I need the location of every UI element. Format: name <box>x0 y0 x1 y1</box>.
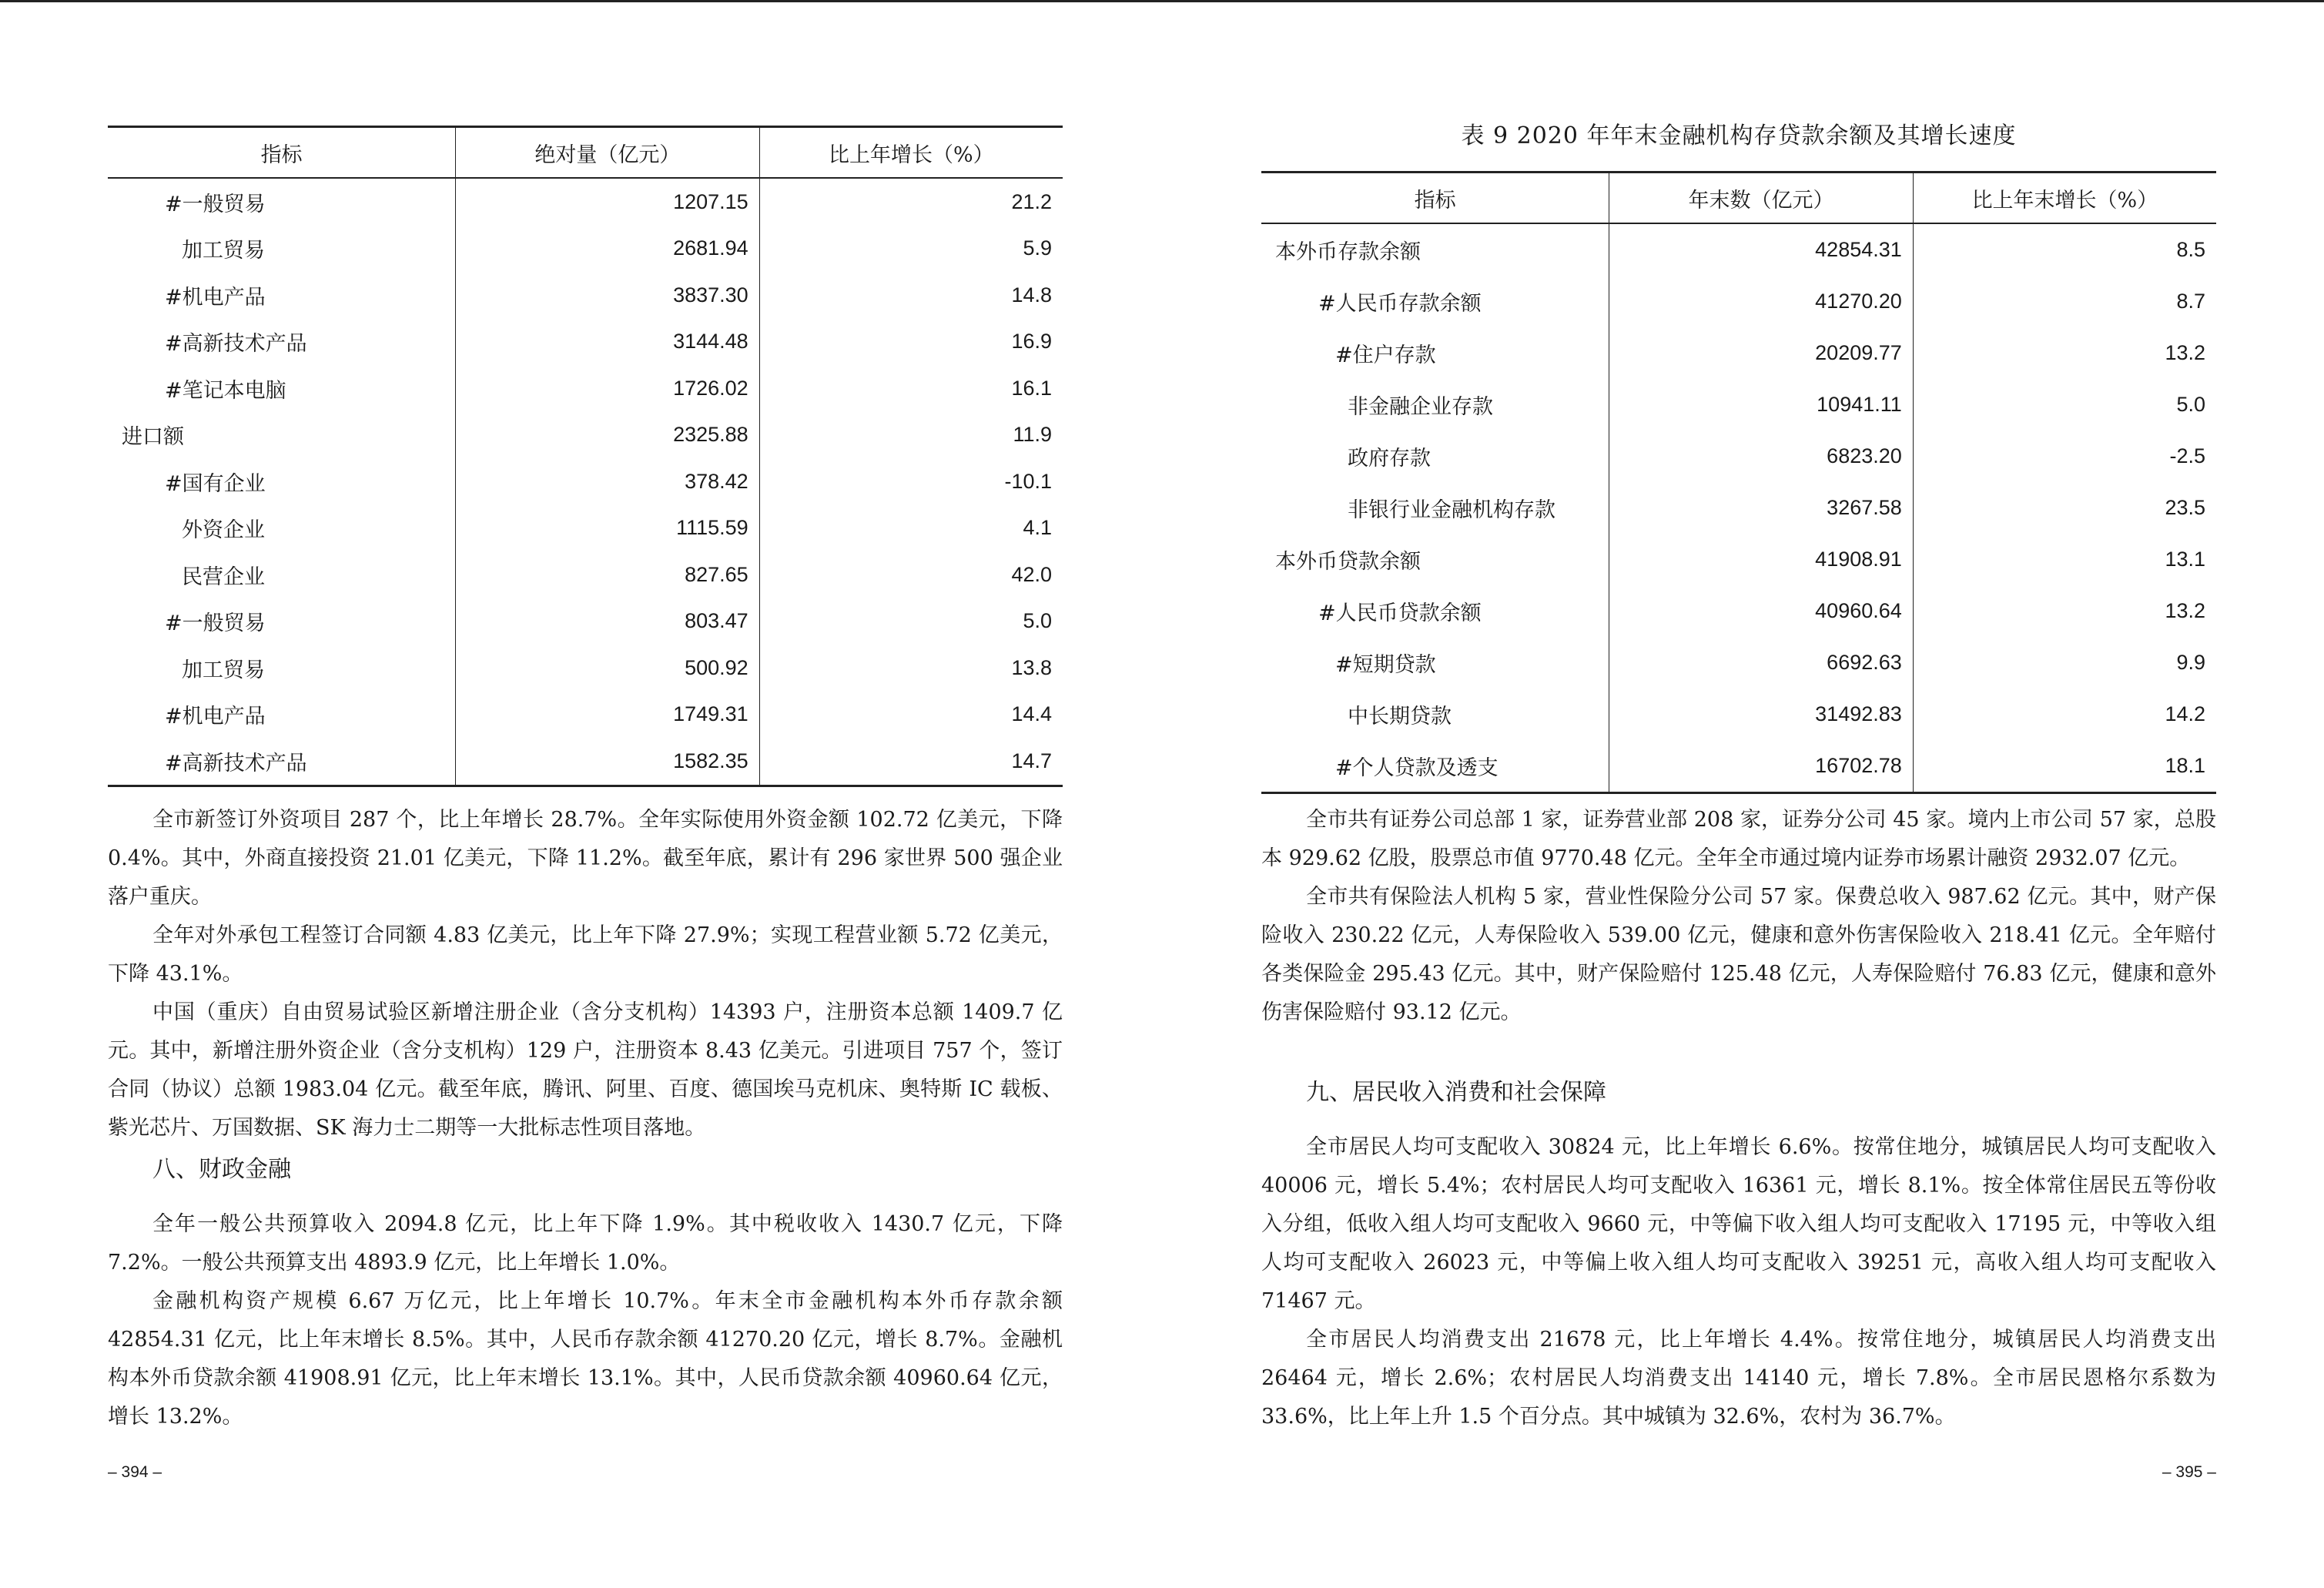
row-growth: -2.5 <box>1913 431 2216 482</box>
table-row <box>1261 379 2216 431</box>
row-value: 1207.15 <box>456 178 760 226</box>
table-row <box>108 226 1063 273</box>
table-row <box>1261 740 2216 793</box>
row-growth: 14.7 <box>759 738 1063 786</box>
col-header-indicator: 指标 <box>1261 173 1609 224</box>
row-growth: 18.1 <box>1913 740 2216 793</box>
row-label: #机电产品 <box>165 705 266 729</box>
row-growth: 13.2 <box>1913 585 2216 637</box>
right-paragraphs-b <box>1261 1128 2216 1436</box>
row-value: 1749.31 <box>456 692 760 739</box>
row-value: 1115.59 <box>456 505 760 552</box>
left-paragraphs-a <box>108 801 1063 1147</box>
row-growth: 8.7 <box>1913 276 2216 327</box>
row-label: #一般贸易 <box>165 611 266 636</box>
row-value: 41908.91 <box>1609 534 1914 585</box>
row-label: #高新技术产品 <box>165 332 307 357</box>
paragraph: 全市居民人均消费支出 21678 元，比上年增长 4.4%。按常住地分，城镇居民人均消费支出 26464 元，增长 2.6%；农村居民人均消费支出 14140 元，增长 7.8%。全市居民恩格尔系数为 33.6%，比上年上升 1.5 个百分点。其中城镇为 32.6%，农村为 36.7%。 <box>1261 1328 2216 1429</box>
table-row <box>108 272 1063 319</box>
row-growth: 14.2 <box>1913 688 2216 740</box>
right-page <box>1261 0 2216 1588</box>
left-paragraphs-b <box>108 1205 1063 1436</box>
row-value: 10941.11 <box>1609 379 1914 431</box>
row-growth: 14.8 <box>759 272 1063 319</box>
deposit-loan-table <box>1261 171 2216 794</box>
row-growth: 16.9 <box>759 319 1063 366</box>
page-number: – 395 – <box>2162 1463 2216 1481</box>
row-label: 中长期贷款 <box>1348 705 1452 729</box>
table-caption: 表 9 2020 年年末金融机构存贷款余额及其增长速度 <box>1461 122 2017 149</box>
table-row <box>1261 223 2216 276</box>
row-growth: 5.0 <box>759 598 1063 645</box>
page-number: – 394 – <box>108 1463 162 1481</box>
table-row <box>1261 637 2216 688</box>
row-label: 民营企业 <box>182 565 265 589</box>
row-value: 1726.02 <box>456 365 760 412</box>
row-growth: -10.1 <box>759 458 1063 505</box>
paragraph: 全年对外承包工程签订合同额 4.83 亿美元，比上年下降 27.9%；实现工程营业额 5.72 亿美元，下降 43.1%。 <box>108 923 1063 986</box>
row-growth: 42.0 <box>759 551 1063 598</box>
row-value: 6823.20 <box>1609 431 1914 482</box>
row-label: #国有企业 <box>165 471 266 496</box>
table-row <box>108 645 1063 692</box>
row-growth: 5.9 <box>759 226 1063 273</box>
trade-table <box>108 126 1063 787</box>
table-header-row <box>1261 173 2216 224</box>
row-label: #机电产品 <box>165 285 266 310</box>
table-row <box>108 551 1063 598</box>
table-row <box>108 365 1063 412</box>
deposit-loan-table-body <box>1261 223 2216 793</box>
row-growth: 16.1 <box>759 365 1063 412</box>
paragraph: 全年一般公共预算收入 2094.8 亿元，比上年下降 1.9%。其中税收收入 1430.7 亿元，下降 7.2%。一般公共预算支出 4893.9 亿元，比上年增长 1.0%。 <box>108 1212 1063 1275</box>
row-value: 500.92 <box>456 645 760 692</box>
row-value: 378.42 <box>456 458 760 505</box>
left-page <box>108 0 1063 1588</box>
row-value: 2325.88 <box>456 412 760 459</box>
paragraph: 全市共有保险法人机构 5 家，营业性保险分公司 57 家。保费总收入 987.62 亿元。其中，财产保险收入 230.22 亿元，人寿保险收入 539.00 亿元，健康和意外伤害保险收入 218.41 亿元。全年赔付各类保险金 295.43 亿元。其中，财产保险赔付 125.48 亿元，人寿保险赔付 76.83 亿元，健康和意外伤害保险赔付 93.12 亿元。 <box>1261 885 2216 1024</box>
row-label: 本外币贷款余额 <box>1275 550 1421 574</box>
row-growth: 13.1 <box>1913 534 2216 585</box>
table-header-row <box>108 127 1063 179</box>
row-label: 加工贸易 <box>182 239 265 263</box>
row-value: 40960.64 <box>1609 585 1914 637</box>
row-label: #高新技术产品 <box>108 738 456 786</box>
row-label: 政府存款 <box>1348 447 1431 471</box>
paragraph: 全市居民人均可支配收入 30824 元，比上年增长 6.6%。按常住地分，城镇居民人均可支配收入 40006 元，增长 5.4%；农村居民人均可支配收入 16361 元，增长 8.1%。按全体常住居民五等份收入分组，低收入组人均可支配收入 9660 元，中等偏下收入组人均可支配收入 17195 元，中等收入组人均可支配收入 26023 元，中等偏上收入组人均可支配收入 39251 元，高收入组人均可支配收入 71467 元。 <box>1261 1135 2216 1313</box>
row-growth: 13.8 <box>759 645 1063 692</box>
row-label: #人民币贷款余额 <box>1318 601 1482 625</box>
row-growth: 23.5 <box>1913 482 2216 534</box>
row-label: 本外币存款余额 <box>1275 240 1421 264</box>
paragraph: 全市共有证券公司总部 1 家，证券营业部 208 家，证券分公司 45 家。境内上市公司 57 家，总股本 929.62 亿股，股票总市值 9770.48 亿元。全年全市通过境内证券市场累计融资 2932.07 亿元。 <box>1261 808 2216 870</box>
col-header-growth: 比上年增长（%） <box>759 127 1063 179</box>
table-row <box>108 412 1063 459</box>
row-growth: 9.9 <box>1913 637 2216 688</box>
table-row <box>108 738 1063 786</box>
row-value: 42854.31 <box>1609 223 1914 276</box>
row-value: 3837.30 <box>456 272 760 319</box>
table-row <box>108 178 1063 226</box>
table-row <box>1261 585 2216 637</box>
row-label: 外资企业 <box>182 518 265 543</box>
row-label: #一般贸易 <box>165 192 266 216</box>
row-label: 非银行业金融机构存款 <box>1348 498 1555 522</box>
row-value: 803.47 <box>456 598 760 645</box>
section-heading: 九、居民收入消费和社会保障 <box>1306 1079 1606 1106</box>
row-label: #人民币存款余额 <box>1318 292 1482 316</box>
row-value: 16702.78 <box>1609 740 1914 793</box>
row-value: 31492.83 <box>1609 688 1914 740</box>
row-growth: 21.2 <box>759 178 1063 226</box>
row-growth: 14.4 <box>759 692 1063 739</box>
table-row <box>108 692 1063 739</box>
table-row <box>108 598 1063 645</box>
row-value: 20209.77 <box>1609 327 1914 379</box>
right-paragraphs-a <box>1261 801 2216 1032</box>
section-heading: 八、财政金融 <box>152 1156 291 1183</box>
paragraph: 中国（重庆）自由贸易试验区新增注册企业（含分支机构）14393 户，注册资本总额 1409.7 亿元。其中，新增注册外资企业（含分支机构）129 户，注册资本 8.43 亿美元。引进项目 757 个，签订合同（协议）总额 1983.04 亿元。截至年底，腾讯、阿里、百度、德国埃马克机床、奥特斯 IC 载板、紫光芯片、万国数据、SK 海力士二期等一大批标志性项目落地。 <box>108 1000 1063 1140</box>
row-label: 非金融企业存款 <box>1348 395 1493 419</box>
table-row <box>108 458 1063 505</box>
table-row <box>108 319 1063 366</box>
table-row <box>108 505 1063 552</box>
col-header-indicator: 指标 <box>108 127 456 179</box>
row-value: 6692.63 <box>1609 637 1914 688</box>
col-header-growth: 比上年末增长（%） <box>1913 173 2216 224</box>
row-value: 41270.20 <box>1609 276 1914 327</box>
row-label: 进口额 <box>122 425 184 450</box>
row-growth: 13.2 <box>1913 327 2216 379</box>
table-row <box>1261 431 2216 482</box>
row-label: #个人贷款及透支 <box>1261 740 1609 793</box>
row-value: 3144.48 <box>456 319 760 366</box>
table-row <box>1261 534 2216 585</box>
row-growth: 4.1 <box>759 505 1063 552</box>
row-label: 加工贸易 <box>182 658 265 682</box>
col-header-amount: 绝对量（亿元） <box>456 127 760 179</box>
table-row <box>1261 688 2216 740</box>
col-header-year-end: 年末数（亿元） <box>1609 173 1914 224</box>
row-label: #短期贷款 <box>1335 653 1436 677</box>
paragraph: 全市新签订外资项目 287 个，比上年增长 28.7%。全年实际使用外资金额 102.72 亿美元，下降 0.4%。其中，外商直接投资 21.01 亿美元，下降 11.2%。截至年底，累计有 296 家世界 500 强企业落户重庆。 <box>108 808 1063 909</box>
row-value: 1582.35 <box>456 738 760 786</box>
table-row <box>1261 276 2216 327</box>
table-row <box>1261 482 2216 534</box>
row-value: 3267.58 <box>1609 482 1914 534</box>
paragraph: 金融机构资产规模 6.67 万亿元，比上年增长 10.7%。年末全市金融机构本外币存款余额 42854.31 亿元，比上年末增长 8.5%。其中，人民币存款余额 41270.20 亿元，增长 8.7%。金融机构本外币贷款余额 41908.91 亿元，比上年末增长 13.1%。其中，人民币贷款余额 40960.64 亿元，增长 13.2%。 <box>108 1289 1063 1429</box>
row-label: #住户存款 <box>1335 343 1436 367</box>
row-label: #笔记本电脑 <box>165 378 286 403</box>
row-value: 827.65 <box>456 551 760 598</box>
trade-table-body <box>108 178 1063 786</box>
row-growth: 8.5 <box>1913 223 2216 276</box>
row-growth: 11.9 <box>759 412 1063 459</box>
table-row <box>1261 327 2216 379</box>
row-growth: 5.0 <box>1913 379 2216 431</box>
row-value: 2681.94 <box>456 226 760 273</box>
